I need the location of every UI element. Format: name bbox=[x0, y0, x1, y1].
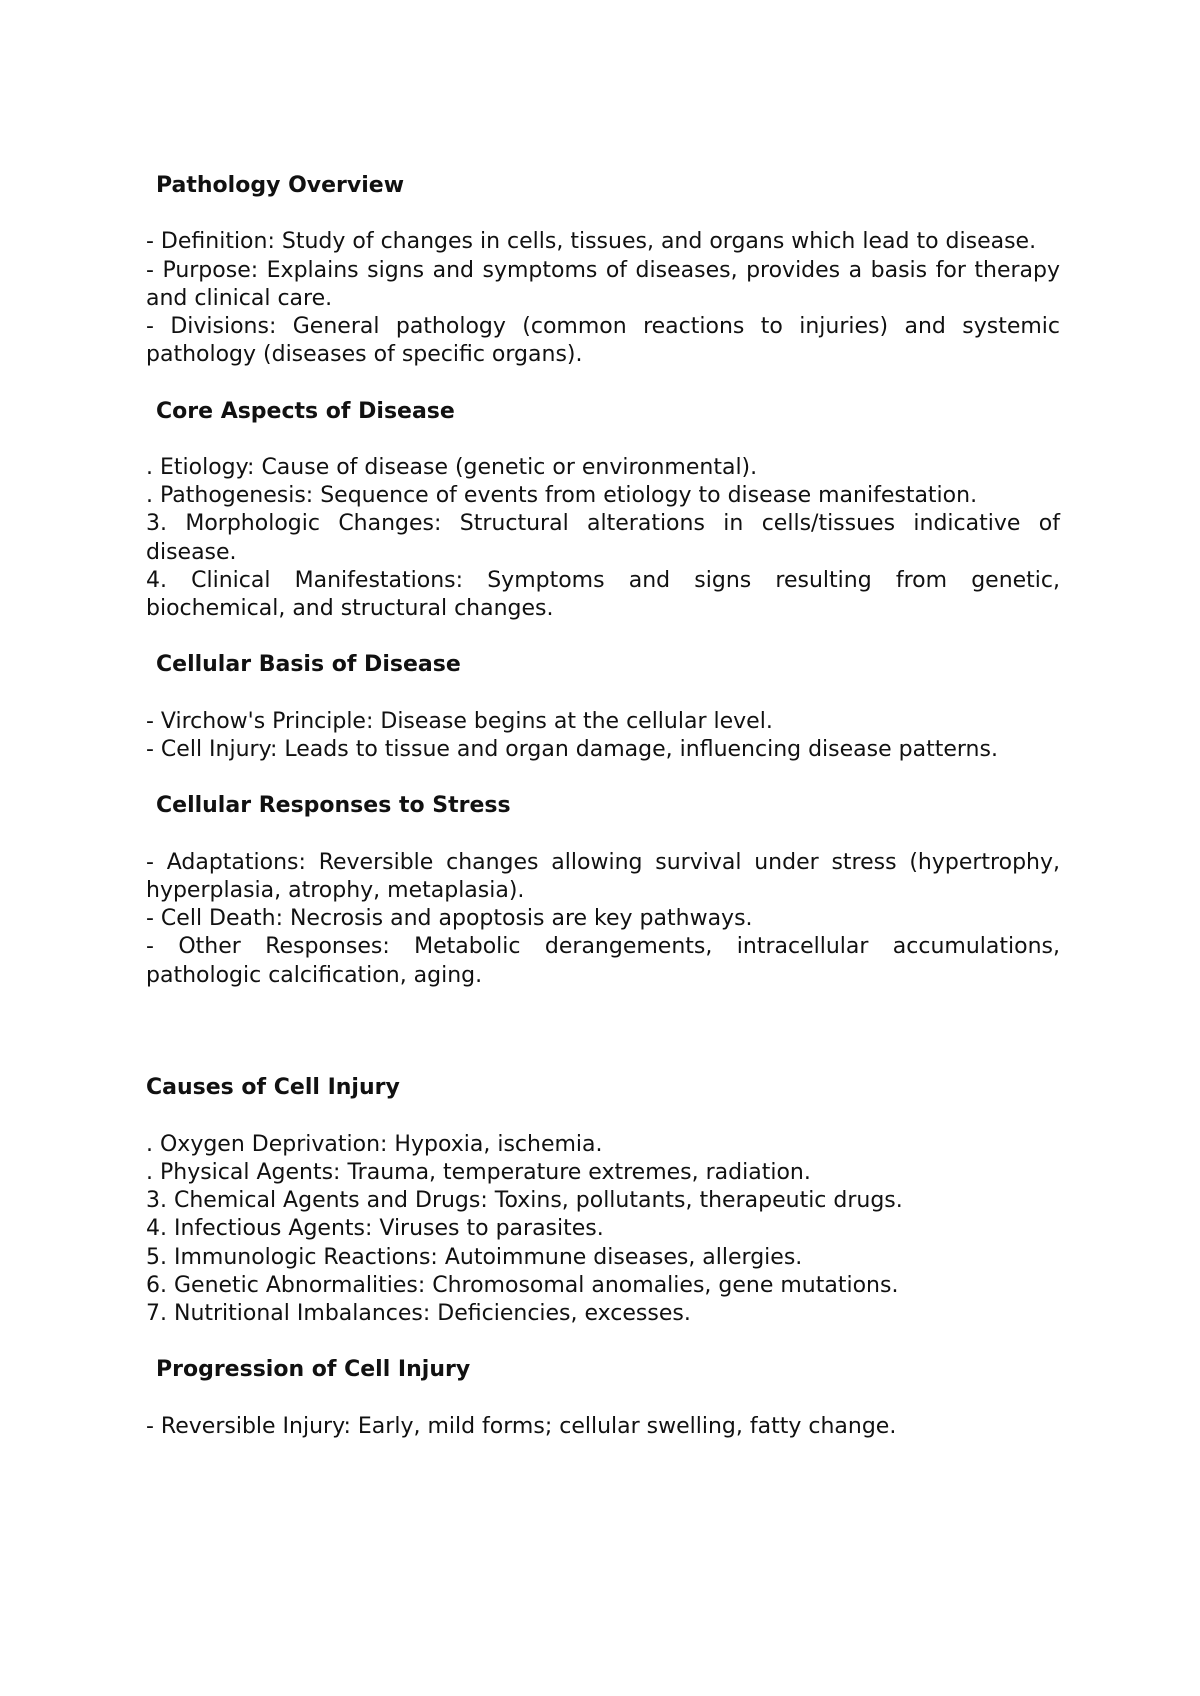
section-heading-causes-of-cell-injury: Causes of Cell Injury bbox=[146, 1075, 400, 1101]
section-heading-pathology-overview: Pathology Overview bbox=[156, 173, 405, 198]
document-body bbox=[146, 172, 1060, 1441]
list-item: - Purpose: Explains signs and symptoms of diseases, provides a basis for therapy and clinical care. bbox=[146, 257, 1060, 311]
list-item: 4. Infectious Agents: Viruses to parasites. bbox=[146, 1216, 604, 1242]
list-item: 3. Chemical Agents and Drugs: Toxins, pollutants, therapeutic drugs. bbox=[146, 1188, 903, 1214]
section-heading-cellular-basis: Cellular Basis of Disease bbox=[156, 652, 461, 678]
section-heading-progression: Progression of Cell Injury bbox=[156, 1357, 471, 1383]
list-item: . Etiology: Cause of disease (genetic or environmental). bbox=[146, 454, 758, 480]
list-item: - Adaptations: Reversible changes allowing survival under stress (hypertrophy, hyperplasia, atrophy, metaplasia). bbox=[146, 849, 1060, 903]
list-item: - Definition: Study of changes in cells, tissues, and organs which lead to disease. bbox=[146, 229, 1037, 255]
list-item: - Other Responses: Metabolic derangements, intracellular accumulations, pathologic calcification, aging. bbox=[146, 934, 1060, 988]
list-item: - Virchow's Principle: Disease begins at the cellular level. bbox=[146, 708, 773, 734]
section-heading-cellular-responses: Cellular Responses to Stress bbox=[156, 793, 511, 819]
list-item: - Cell Death: Necrosis and apoptosis are key pathways. bbox=[146, 906, 753, 932]
list-item: 4. Clinical Manifestations: Symptoms and signs resulting from genetic, biochemical, and structural changes. bbox=[146, 567, 1060, 621]
section-heading-core-aspects: Core Aspects of Disease bbox=[156, 398, 455, 424]
list-item: 7. Nutritional Imbalances: Deficiencies, excesses. bbox=[146, 1300, 691, 1326]
list-item: - Reversible Injury: Early, mild forms; cellular swelling, fatty change. bbox=[146, 1413, 897, 1439]
list-item: . Oxygen Deprivation: Hypoxia, ischemia. bbox=[146, 1131, 603, 1157]
list-item: . Physical Agents: Trauma, temperature extremes, radiation. bbox=[146, 1159, 811, 1185]
list-item: - Divisions: General pathology (common reactions to injuries) and systemic pathology (diseases of specific organs). bbox=[146, 314, 1060, 368]
list-item: . Pathogenesis: Sequence of events from etiology to disease manifestation. bbox=[146, 483, 978, 509]
list-item: - Cell Injury: Leads to tissue and organ damage, influencing disease patterns. bbox=[146, 736, 998, 762]
list-item: 3. Morphologic Changes: Structural alterations in cells/tissues indicative of disease. bbox=[146, 511, 1060, 565]
list-item: 5. Immunologic Reactions: Autoimmune diseases, allergies. bbox=[146, 1244, 803, 1270]
list-item: 6. Genetic Abnormalities: Chromosomal anomalies, gene mutations. bbox=[146, 1272, 899, 1298]
